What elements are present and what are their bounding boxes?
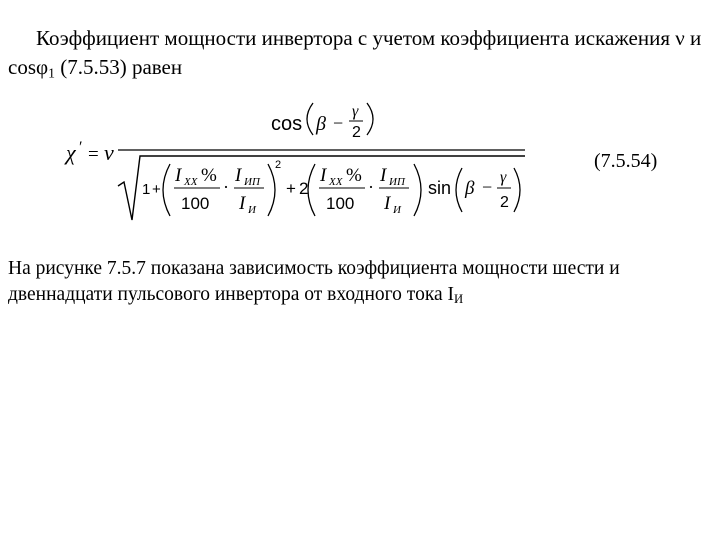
intro-text: Коэффициент мощности инвертора с учетом коэффициента искажения ν и cosφ <box>8 26 702 79</box>
den-dot-2: · <box>368 177 374 197</box>
frac1-sub-xx: XX <box>184 176 198 188</box>
frac3-sub-xx: XX <box>329 176 343 188</box>
num-right-paren <box>367 103 373 135</box>
frac4-I: I <box>380 165 387 186</box>
den-exponent-2: 2 <box>275 159 282 171</box>
den-gamma: γ <box>500 169 507 186</box>
den-beta: β <box>465 178 475 199</box>
equation-number: (7.5.54) <box>594 150 658 172</box>
frac4-I-den: I <box>384 193 391 214</box>
den-plus-1: + <box>152 181 161 198</box>
den-one: 1 <box>142 181 151 198</box>
chi-symbol: χ <box>66 140 76 165</box>
den-paren2-right <box>414 164 421 216</box>
frac3-I: I <box>320 165 327 186</box>
den-paren1-right <box>268 164 275 216</box>
frac1-percent: % <box>201 165 217 186</box>
intro-text-end: (7.5.53) равен <box>54 55 183 79</box>
frac1-I: I <box>175 165 182 186</box>
frac4-sub-ip: ИП <box>389 176 405 188</box>
figure-paragraph <box>8 256 713 308</box>
frac3-100: 100 <box>326 194 355 213</box>
intro-paragraph <box>8 24 713 82</box>
intro-subscript: 1 <box>48 65 55 81</box>
num-two: 2 <box>352 124 361 141</box>
den-two: 2 <box>500 194 509 211</box>
figure-subscript: И <box>454 292 464 307</box>
frac2-sub-i: И <box>248 204 256 216</box>
frac2-sub-ip: ИП <box>244 176 260 188</box>
den-coef-2: 2 <box>299 179 309 198</box>
frac1-100: 100 <box>181 194 210 213</box>
frac2-I-den: I <box>239 193 246 214</box>
den-paren2-left <box>308 164 315 216</box>
den-sin: sin <box>428 178 452 198</box>
den-sin-paren-right <box>514 168 520 212</box>
den-minus: − <box>482 177 493 197</box>
frac4-sub-i: И <box>393 204 401 216</box>
figure-text: На рисунке 7.5.7 показана зависимость коэффициента мощности шести и двеннадцати пульсового инвертора от входного тока I <box>8 258 620 305</box>
frac3-percent: % <box>346 165 362 186</box>
num-minus: − <box>333 113 344 133</box>
frac2-I: I <box>235 165 242 186</box>
den-dot-1: · <box>223 177 229 197</box>
den-plus-2: + <box>286 179 296 198</box>
num-gamma: γ <box>352 103 359 120</box>
den-paren1-left <box>163 164 170 216</box>
equals-sign: = <box>88 144 99 165</box>
prime-mark: ′ <box>79 139 83 156</box>
nu-symbol: ν <box>104 140 114 165</box>
num-left-paren <box>307 103 313 135</box>
num-beta: β <box>316 113 326 135</box>
power-factor-formula <box>58 98 538 226</box>
den-sin-paren-left <box>456 168 462 212</box>
num-cos: cos <box>271 113 303 135</box>
